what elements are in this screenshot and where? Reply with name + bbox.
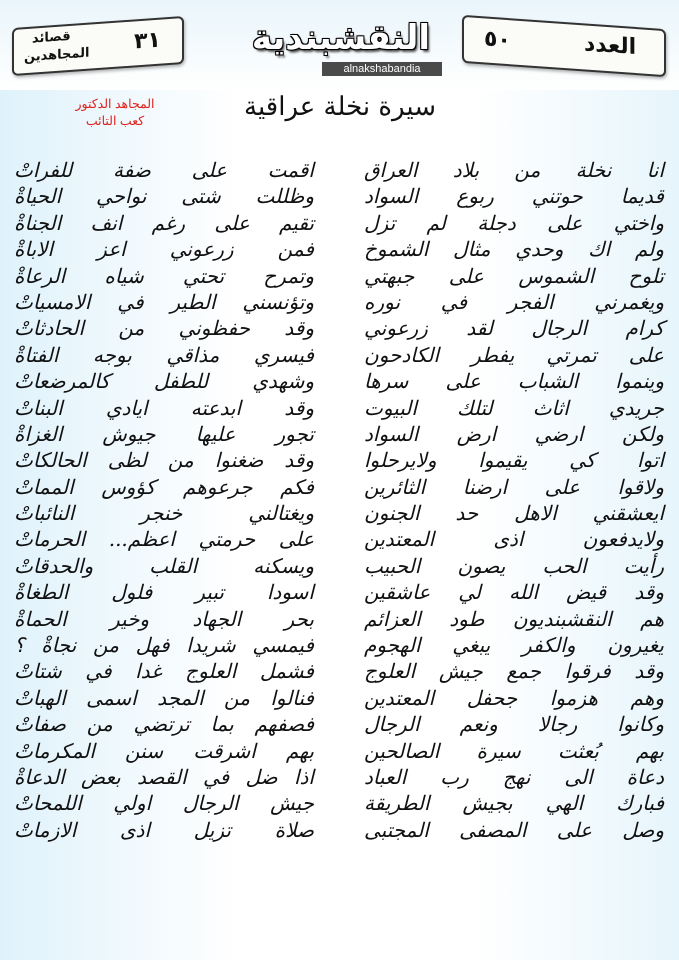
- verse-second-hemistich: ويسكنه القلب والحدقاتْ: [14, 553, 314, 578]
- verse-second-hemistich: فيسري مذاقي بوجه الفتاةْ: [14, 342, 314, 367]
- verse-first-hemistich: جريدي اثاث لتلك البيوت: [364, 395, 664, 420]
- verse-first-hemistich: ولايدفعون اذى المعتدين: [364, 527, 664, 552]
- verse-second-hemistich: صلاة تزيل اذى الازماتْ: [14, 817, 314, 842]
- author-name: كعب التائب: [85, 114, 145, 128]
- verse-second-hemistich: وشهدي للطفل كالمرضعاتْ: [14, 369, 314, 394]
- verse-first-hemistich: على تمرتي يفطر الكادحون: [364, 342, 664, 367]
- verse-second-hemistich: تجور عليها جيوش الغزاةْ: [14, 421, 314, 446]
- verse-second-hemistich: ويغتالني خنجر النائباتْ: [14, 501, 314, 526]
- verse-second-hemistich: فنالوا من المجد اسمى الهباتْ: [14, 685, 314, 710]
- verse-first-hemistich: وهم هزموا جحفل المعتدين: [364, 685, 664, 710]
- verse-second-hemistich: وقد ابدعته ايادي البناتْ: [14, 395, 314, 420]
- verse-second-hemistich: فصفهم بما ترتضي من صفاتْ: [14, 712, 314, 737]
- verse-first-hemistich: دعاة الى نهج رب العباد: [364, 764, 664, 789]
- verse-first-hemistich: انا نخلة من بلاد العراق: [364, 158, 664, 182]
- verse-first-hemistich: هم النقشبنديون طود العزائم: [364, 606, 664, 631]
- verse-first-hemistich: فبارك الهي بجيش الطريقة: [364, 791, 664, 816]
- verse-first-hemistich: رأيت الحب يصون الحبيب: [364, 553, 664, 578]
- verse-second-hemistich: بهم اشرقت سنن المكرماتْ: [14, 738, 314, 763]
- verse-second-hemistich: وتؤنسني الطير في الامسياتْ: [14, 289, 314, 314]
- verse-second-hemistich: وظللت شتى نواحي الحياةْ: [14, 184, 314, 209]
- verse-second-hemistich: وقد ضغنوا من لظى الحالكاتْ: [14, 448, 314, 473]
- verse-second-hemistich: فيمسي شريدا فهل من نجاةْ ؟: [14, 633, 314, 658]
- verse-first-hemistich: ولاقوا على ارضنا الثائرين: [364, 474, 664, 499]
- author-title: المجاهد الدكتور: [75, 97, 155, 111]
- poem-right-column: [364, 157, 664, 843]
- verse-second-hemistich: فشمل العلوج غدا في شتاتْ: [14, 659, 314, 684]
- verse-first-hemistich: وصل على المصفى المجتبى: [364, 817, 664, 842]
- verse-first-hemistich: وينموا الشباب على سرها: [364, 369, 664, 394]
- verse-first-hemistich: اتوا كي يقيموا ولايرحلوا: [364, 448, 664, 473]
- magazine-logo: النقشبندية: [251, 18, 431, 58]
- verse-first-hemistich: يغيرون والكفر يبغي الهجوم: [364, 633, 664, 658]
- verse-first-hemistich: تلوح الشموس على جبهتي: [364, 263, 664, 288]
- verse-second-hemistich: وتمرح تحتي شياه الرعاةْ: [14, 263, 314, 288]
- poem-left-column: [14, 157, 314, 843]
- verse-first-hemistich: واختي على دجلة لم تزل: [364, 210, 664, 235]
- verse-second-hemistich: على حرمتي اعظم... الحرماتْ: [14, 527, 314, 552]
- issue-number: ٥٠: [484, 26, 511, 54]
- verse-first-hemistich: ايعشقني الاهل حد الجنون: [364, 501, 664, 526]
- poem-title: سيرة نخلة عراقية: [244, 92, 436, 122]
- verse-first-hemistich: ولم اك وحدي مثال الشموخ: [364, 237, 664, 262]
- author-credit: [60, 96, 170, 130]
- verse-first-hemistich: وقد قيض الله لي عاشقين: [364, 580, 664, 605]
- verse-first-hemistich: قديما حوتني ربوع السواد: [364, 184, 664, 209]
- verse-second-hemistich: جيش الرجال اولي اللمحاتْ: [14, 791, 314, 816]
- verse-first-hemistich: وقد فرقوا جمع جيش العلوج: [364, 659, 664, 684]
- verse-second-hemistich: اقمت على ضفة للفراتْ: [14, 158, 314, 182]
- verse-second-hemistich: وقد حفظوني من الحادثاتْ: [14, 316, 314, 341]
- issue-label: العدد: [584, 31, 637, 61]
- verse-second-hemistich: اذا ضل في القصد بعض الدعاةْ: [14, 764, 314, 789]
- logo-subtitle: alnakshabandia: [322, 62, 442, 76]
- section-label-line1: قصائد: [32, 28, 71, 47]
- verse-second-hemistich: فكم جرعوهم كؤوس المماتْ: [14, 474, 314, 499]
- verse-first-hemistich: بهم بُعثت سيرة الصالحين: [364, 738, 664, 763]
- verse-second-hemistich: اسودا تبير فلول الطغاةْ: [14, 580, 314, 605]
- verse-first-hemistich: كرام الرجال لقد زرعوني: [364, 316, 664, 341]
- verse-first-hemistich: ولكن ارضي ارض السواد: [364, 421, 664, 446]
- verse-first-hemistich: ويغمرني الفجر في نوره: [364, 289, 664, 314]
- verse-first-hemistich: وكانوا رجالا ونعم الرجال: [364, 712, 664, 737]
- verse-second-hemistich: بحر الجهاد وخير الحماةْ: [14, 606, 314, 631]
- page-number: ٣١: [134, 27, 161, 55]
- verse-second-hemistich: تقيم على رغم انف الجناةْ: [14, 210, 314, 235]
- section-label-line2: المجاهدين: [24, 45, 90, 66]
- verse-second-hemistich: فمن زرعوني اعز الاباةْ: [14, 237, 314, 262]
